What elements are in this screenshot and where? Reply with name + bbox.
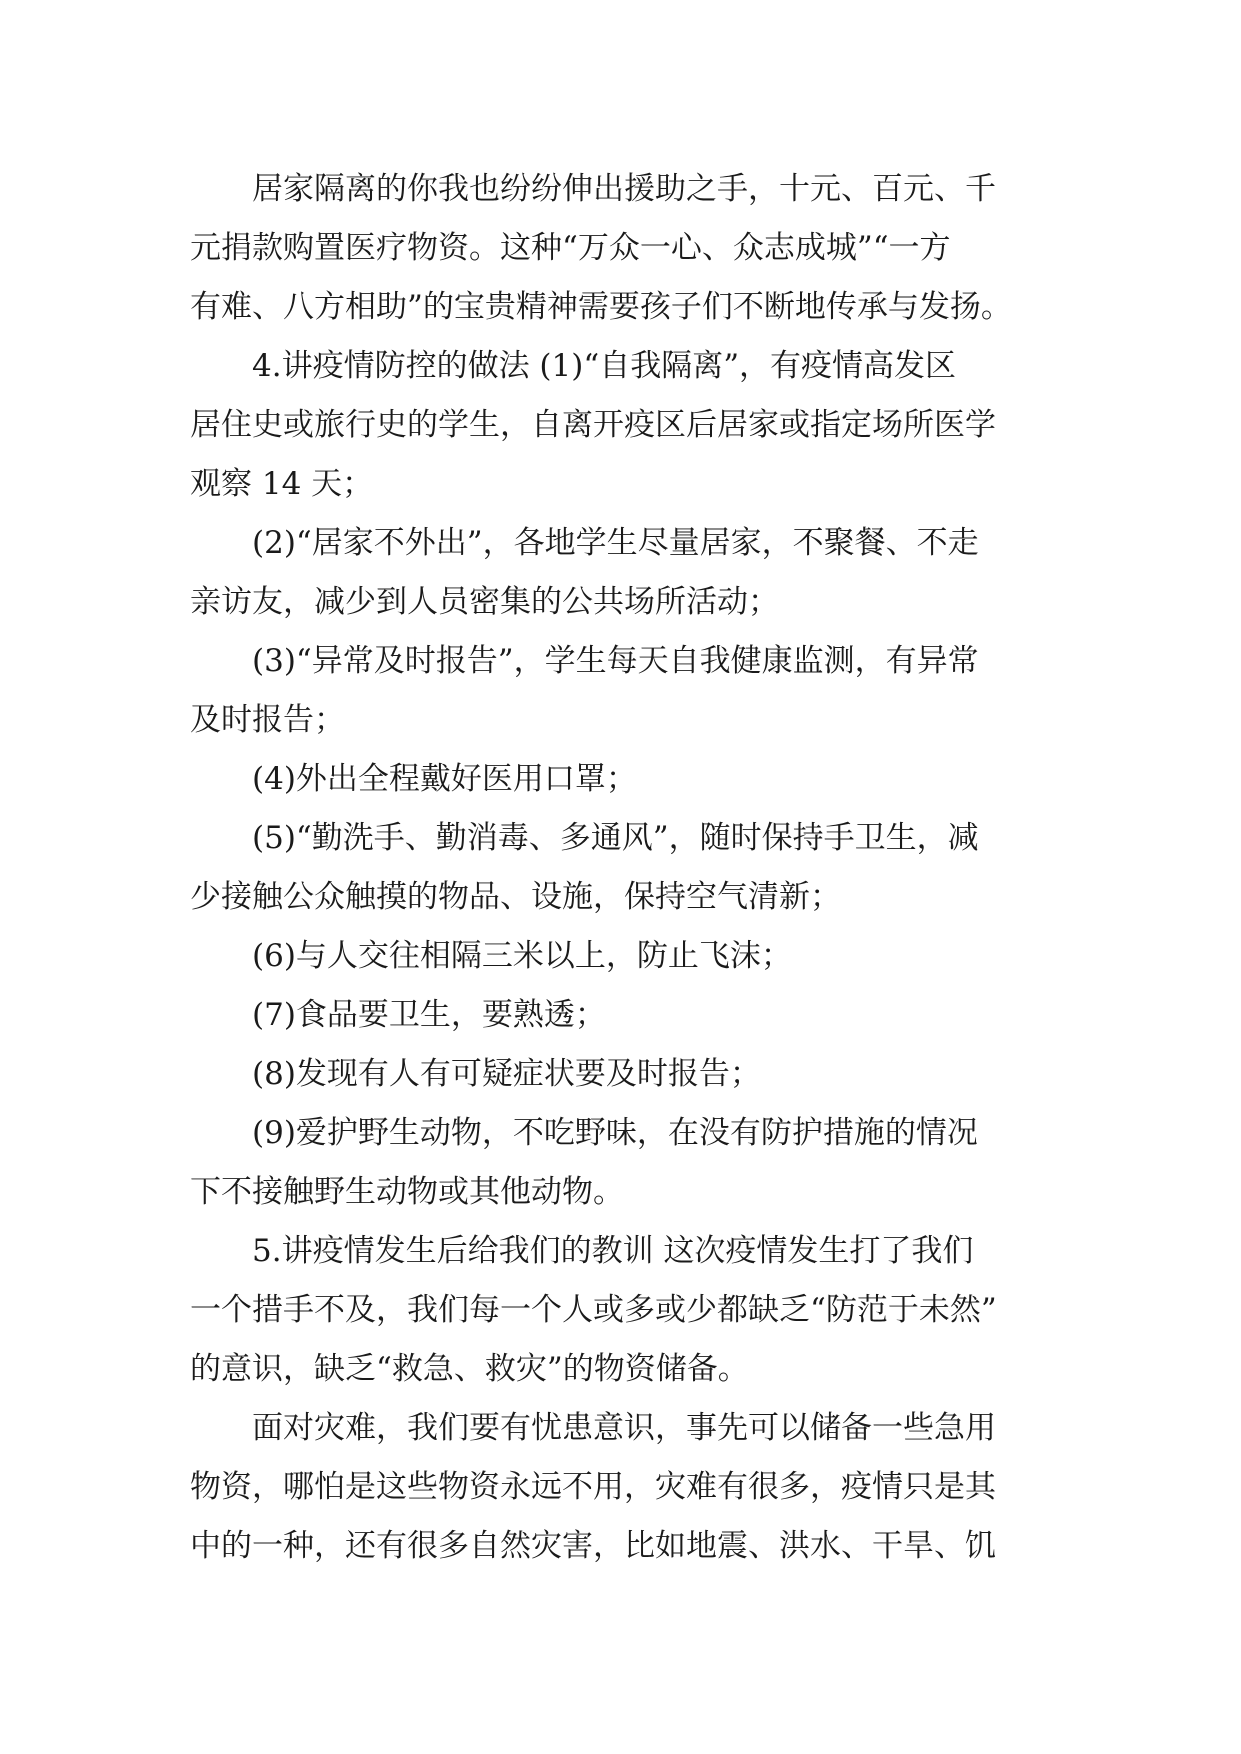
text-line: 面对灾难，我们要有忧患意识，事先可以储备一些急用 bbox=[190, 1410, 996, 1446]
paragraph-prevention-item-6 bbox=[190, 927, 1060, 986]
paragraph-prevention-item-1 bbox=[190, 337, 1060, 514]
paragraph-prevention-item-5 bbox=[190, 809, 1060, 927]
text-line: (7)食品要卫生，要熟透； bbox=[190, 997, 606, 1033]
text-line: 居住史或旅行史的学生，自离开疫区后居家或指定场所医学 bbox=[190, 407, 996, 443]
text-line: 观察 14 天； bbox=[190, 466, 374, 502]
text-line: 下不接触野生动物或其他动物。 bbox=[190, 1174, 624, 1210]
text-line: 居家隔离的你我也纷纷伸出援助之手，十元、百元、千 bbox=[190, 171, 996, 207]
text-line: 元捐款购置医疗物资。这种“万众一心、众志成城”“一方 bbox=[190, 230, 951, 266]
body-text bbox=[190, 160, 1060, 1576]
text-line: (9)爱护野生动物，不吃野味，在没有防护措施的情况 bbox=[190, 1115, 978, 1151]
paragraph-prevention-item-4 bbox=[190, 750, 1060, 809]
text-line: 及时报告； bbox=[190, 702, 345, 738]
text-line: 中的一种，还有很多自然灾害，比如地震、洪水、干旱、饥 bbox=[190, 1528, 996, 1564]
text-line: 一个措手不及，我们每一个人或多或少都缺乏“防范于未然” bbox=[190, 1292, 997, 1328]
text-line: (8)发现有人有可疑症状要及时报告； bbox=[190, 1056, 761, 1092]
text-line: 少接触公众触摸的物品、设施，保持空气清新； bbox=[190, 879, 841, 915]
text-line: 物资，哪怕是这些物资永远不用，灾难有很多，疫情只是其 bbox=[190, 1469, 996, 1505]
paragraph-prevention-item-3 bbox=[190, 632, 1060, 750]
text-line: 4.讲疫情防控的做法 (1)“自我隔离”，有疫情高发区 bbox=[190, 348, 957, 384]
text-line: (5)“勤洗手、勤消毒、多通风”，随时保持手卫生，减 bbox=[190, 820, 979, 856]
paragraph-lessons bbox=[190, 1222, 1060, 1399]
text-line: 亲访友，减少到人员密集的公共场所活动； bbox=[190, 584, 779, 620]
paragraph-prevention-item-7 bbox=[190, 986, 1060, 1045]
paragraph-prevention-item-2 bbox=[190, 514, 1060, 632]
text-line: 5.讲疫情发生后给我们的教训 这次疫情发生打了我们 bbox=[190, 1233, 974, 1269]
text-line: (3)“异常及时报告”，学生每天自我健康监测，有异常 bbox=[190, 643, 979, 679]
text-line: (2)“居家不外出”，各地学生尽量居家，不聚餐、不走 bbox=[190, 525, 979, 561]
text-line: (4)外出全程戴好医用口罩； bbox=[190, 761, 637, 797]
text-line: (6)与人交往相隔三米以上，防止飞沫； bbox=[190, 938, 792, 974]
text-line: 的意识，缺乏“救急、救灾”的物资储备。 bbox=[190, 1351, 749, 1387]
paragraph-prevention-item-8 bbox=[190, 1045, 1060, 1104]
paragraph-disaster-awareness bbox=[190, 1399, 1060, 1576]
paragraph-aid-donations bbox=[190, 160, 1060, 337]
paragraph-prevention-item-9 bbox=[190, 1104, 1060, 1222]
text-line: 有难、八方相助”的宝贵精神需要孩子们不断地传承与发扬。 bbox=[190, 289, 1012, 325]
